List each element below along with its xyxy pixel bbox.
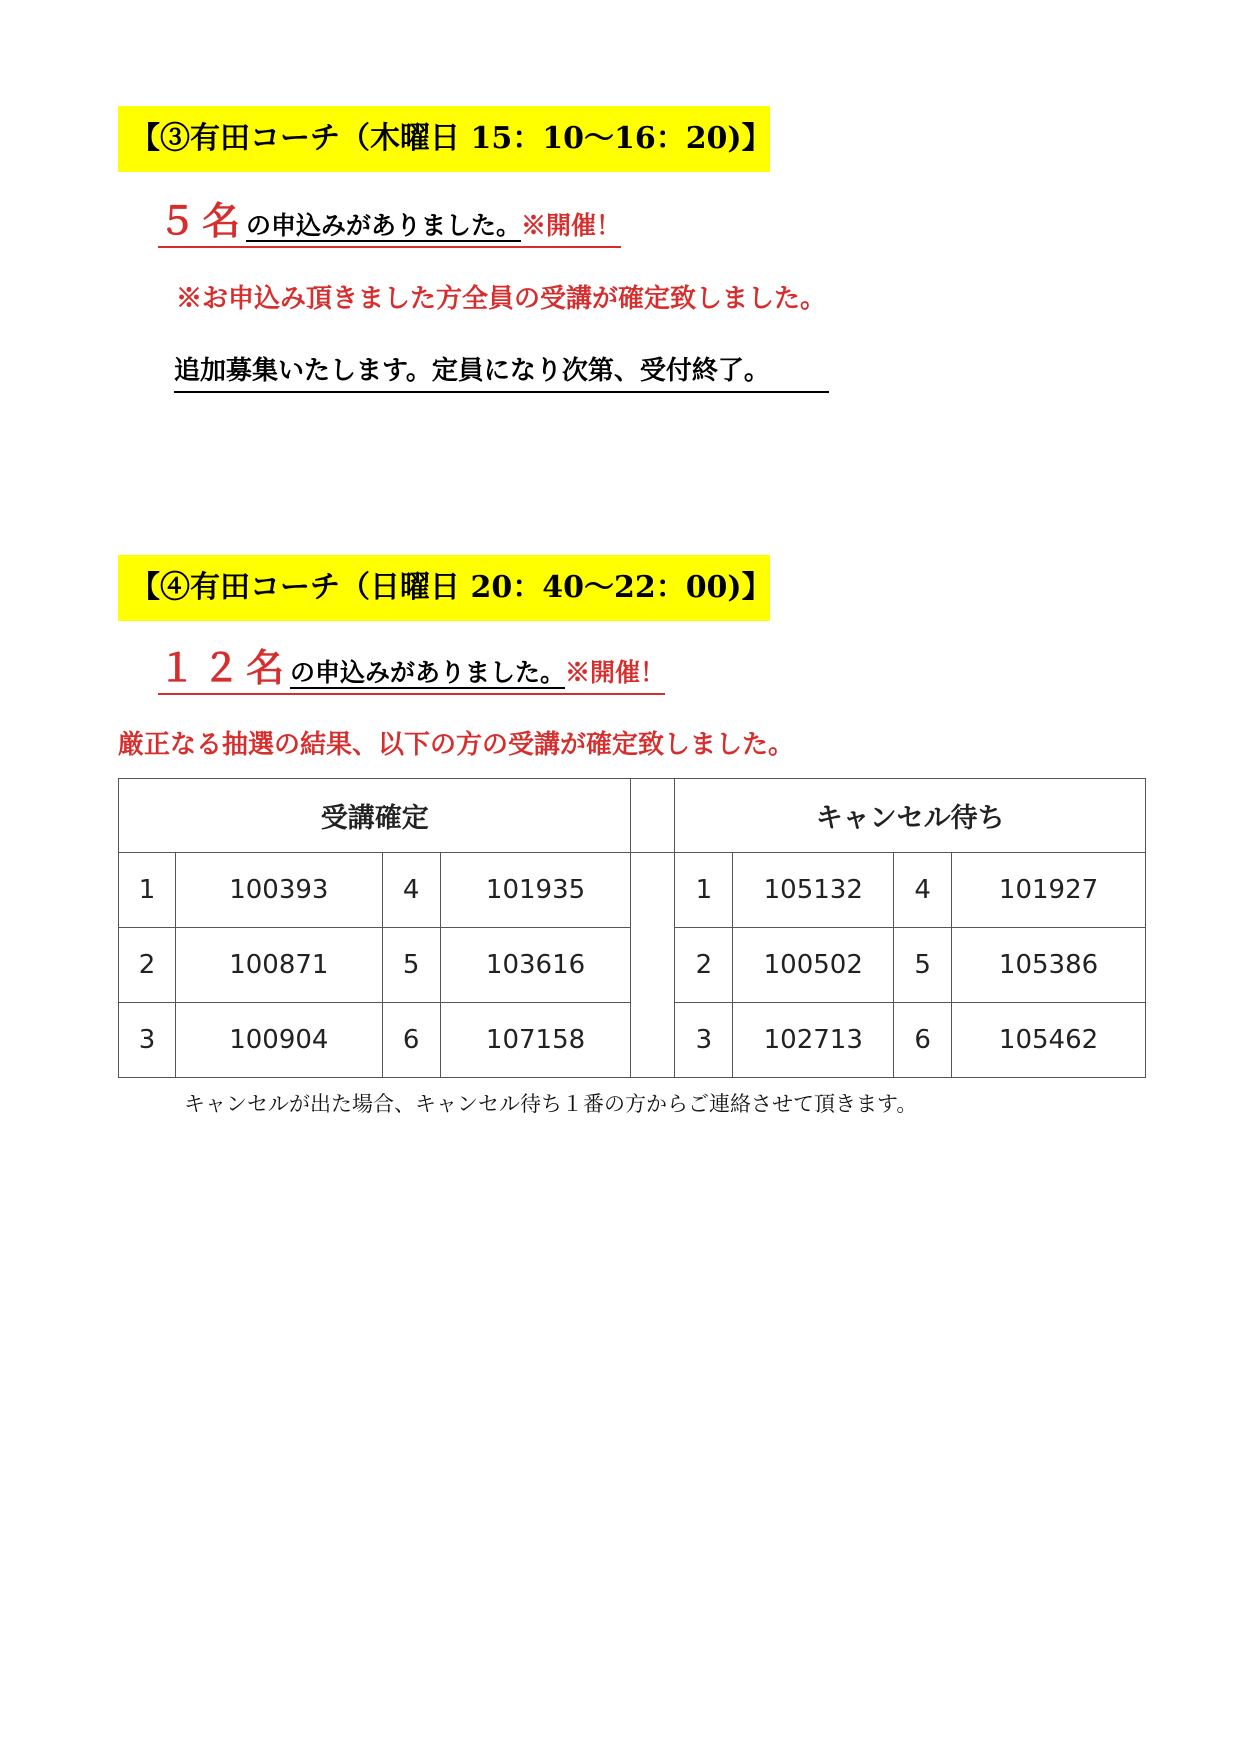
waitlist-id: 102713 [733, 1003, 894, 1078]
waitlist-number: 3 [675, 1003, 733, 1078]
table-spacer [631, 853, 675, 928]
table-spacer [631, 1003, 675, 1078]
waitlist-id: 105462 [952, 1003, 1146, 1078]
confirmed-number: 3 [119, 1003, 176, 1078]
confirmed-number: 1 [119, 853, 176, 928]
lottery-result-table [118, 778, 1146, 1078]
waitlist-number: 6 [894, 1003, 952, 1078]
confirmed-id: 101935 [440, 853, 631, 928]
waitlist-number: 1 [675, 853, 733, 928]
waitlist-header: キャンセル待ち [675, 779, 1146, 853]
confirmed-number: 2 [119, 928, 176, 1003]
all-confirmed-note: ※お申込み頂きました方全員の受講が確定致しました。 [176, 284, 827, 314]
applicant-count: ５名 [158, 198, 247, 243]
confirmed-number: 6 [382, 1003, 440, 1078]
section3-heading: 【③有田コーチ（木曜日 15：10～16：20)】 [118, 106, 770, 172]
section4-heading: 【④有田コーチ（日曜日 20：40～22：00)】 [118, 555, 770, 621]
held-label: ※開催！ [521, 211, 622, 240]
section4-count-line [158, 637, 665, 695]
confirmed-id: 100871 [175, 928, 382, 1003]
confirmed-number: 4 [382, 853, 440, 928]
applicant-text: の申込みがありました。 [246, 211, 522, 240]
table-header-row [119, 779, 1146, 853]
applicant-text: の申込みがありました。 [290, 658, 566, 687]
table-row [119, 1003, 1146, 1078]
confirmed-id: 100393 [175, 853, 382, 928]
section3-count-line [158, 190, 621, 248]
additional-recruit-note: 追加募集いたします。定員になり次第、受付終了。 [174, 350, 829, 393]
confirmed-id: 103616 [440, 928, 631, 1003]
confirmed-header: 受講確定 [119, 779, 631, 853]
table-row [119, 928, 1146, 1003]
table-row [119, 853, 1146, 928]
held-label: ※開催！ [565, 658, 666, 687]
waitlist-id: 105132 [733, 853, 894, 928]
confirmed-number: 5 [382, 928, 440, 1003]
waitlist-id: 101927 [952, 853, 1146, 928]
table-spacer [631, 779, 675, 853]
waitlist-id: 100502 [733, 928, 894, 1003]
waitlist-number: 5 [894, 928, 952, 1003]
waitlist-id: 105386 [952, 928, 1146, 1003]
applicant-count: １２名 [158, 645, 291, 690]
waitlist-footnote: キャンセルが出た場合、キャンセル待ち１番の方からご連絡させて頂きます。 [184, 1092, 918, 1116]
confirmed-id: 100904 [175, 1003, 382, 1078]
waitlist-number: 2 [675, 928, 733, 1003]
confirmed-id: 107158 [440, 1003, 631, 1078]
lottery-result-note: 厳正なる抽選の結果、以下の方の受講が確定致しました。 [118, 730, 795, 760]
waitlist-number: 4 [894, 853, 952, 928]
table-spacer [631, 928, 675, 1003]
